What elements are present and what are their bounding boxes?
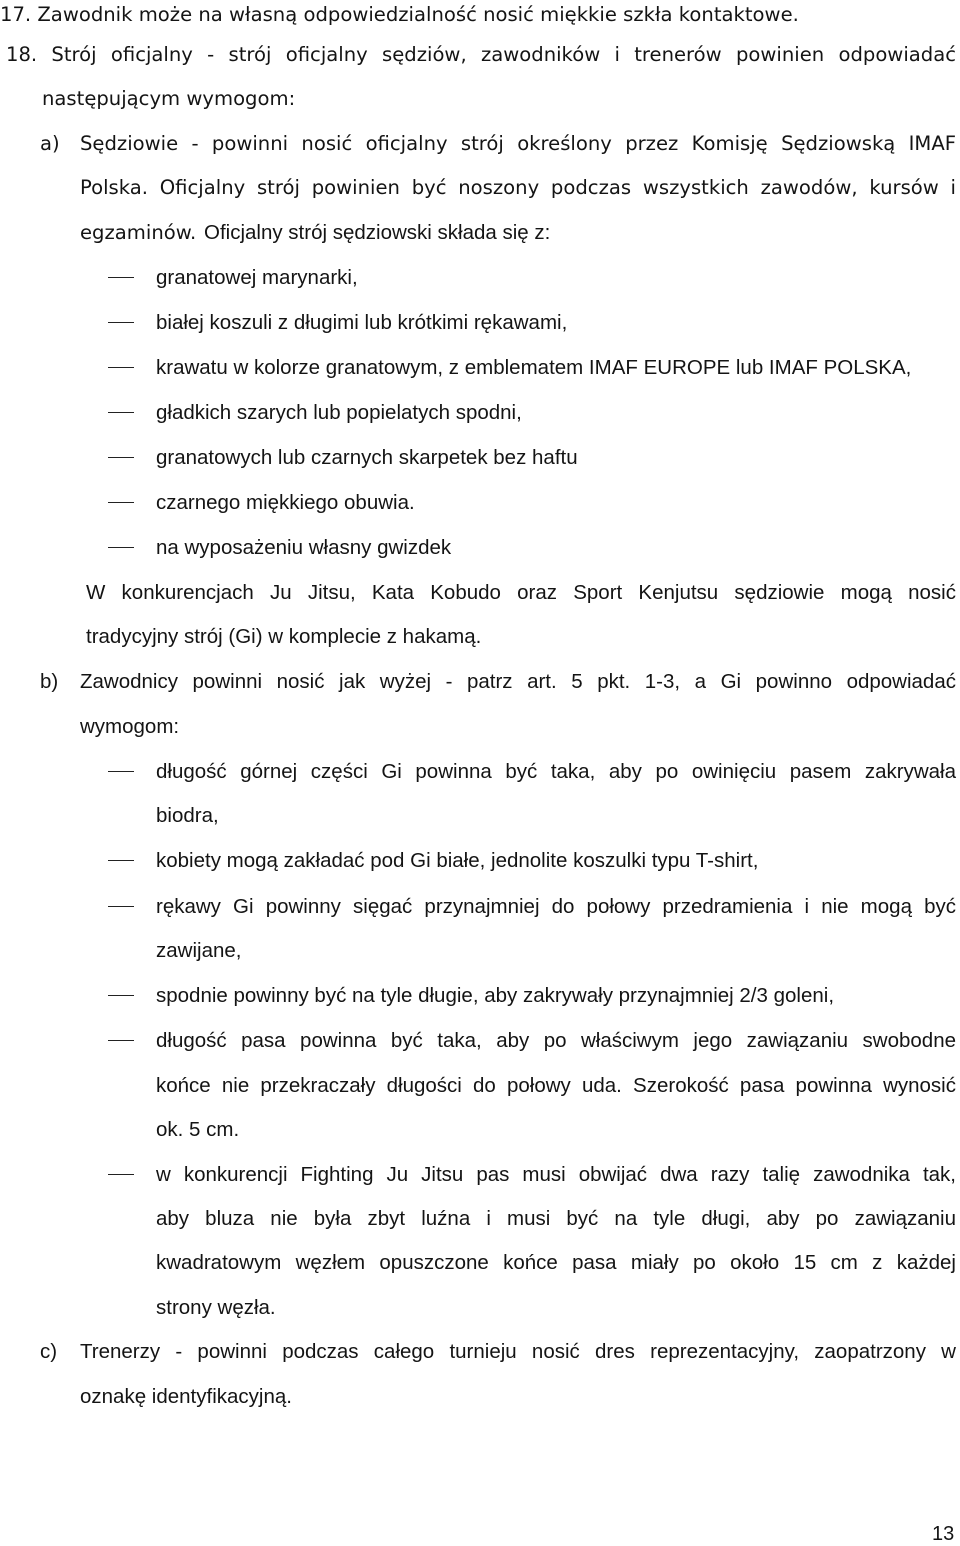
list-item: rękawy Gi powinny sięgać przynajmniej do połowy przedramienia i nie mogą być (156, 895, 956, 918)
list-dash (108, 322, 134, 323)
page-number: 13 (932, 1523, 955, 1545)
list-item: gładkich szarych lub popielatych spodni, (156, 401, 522, 424)
section-b-line-1: Zawodnicy powinni nosić jak wyżej - patrz art. 5 pkt. 1-3, a Gi powinno odpowiadać (80, 670, 956, 693)
list-dash (108, 547, 134, 548)
list-dash (108, 1040, 134, 1041)
list-item: białej koszuli z długimi lub krótkimi rękawami, (156, 311, 568, 334)
list-item-continuation: końce nie przekraczały długości do połowy uda. Szerokość pasa powinna wynosić (156, 1074, 956, 1097)
list-item: granatowych lub czarnych skarpetek bez haftu (156, 446, 578, 469)
section-a-note-line-1: W konkurencjach Ju Jitsu, Kata Kobudo oraz Sport Kenjutsu sędziowie mogą nosić (86, 581, 956, 604)
section-a-marker: a) (40, 132, 60, 155)
list-dash (108, 1174, 134, 1175)
section-c-marker: c) (40, 1340, 58, 1363)
list-item-continuation: biodra, (156, 804, 219, 827)
list-dash (108, 906, 134, 907)
item-18-line-2: następującym wymogom: (42, 87, 296, 110)
section-b-marker: b) (40, 670, 59, 693)
list-item: kobiety mogą zakładać pod Gi białe, jednolite koszulki typu T-shirt, (156, 849, 759, 872)
section-a-note-line-2: tradycyjny strój (Gi) w komplecie z hakamą. (86, 625, 482, 648)
list-item: długość górnej części Gi powinna być taka, aby po owinięciu pasem zakrywała (156, 760, 956, 783)
list-dash (108, 412, 134, 413)
section-a-line-3b: Oficjalny strój sędziowski składa się z: (204, 221, 551, 244)
list-item-continuation: zawijane, (156, 939, 242, 962)
list-dash (108, 995, 134, 996)
list-dash (108, 277, 134, 278)
list-item-continuation: ok. 5 cm. (156, 1118, 240, 1141)
item-18-line-1: 18. Strój oficjalny - strój oficjalny sędziów, zawodników i trenerów powinien odpowiadać (6, 43, 956, 66)
list-item: w konkurencji Fighting Ju Jitsu pas musi obwijać dwa razy talię zawodnika tak, (156, 1163, 956, 1186)
list-item-continuation: aby bluza nie była zbyt luźna i musi być na tyle długi, aby po zawiązaniu (156, 1207, 956, 1230)
list-item-continuation: strony węzła. (156, 1296, 276, 1319)
list-dash (108, 502, 134, 503)
list-item: długość pasa powinna być taka, aby po właściwym jego zawiązaniu swobodne (156, 1029, 956, 1052)
list-dash (108, 771, 134, 772)
list-item: krawatu w kolorze granatowym, z emblematem IMAF EUROPE lub IMAF POLSKA, (156, 356, 912, 379)
list-item: czarnego miękkiego obuwia. (156, 491, 415, 514)
list-item-continuation: kwadratowym węzłem opuszczone końce pasa miały po około 15 cm z każdej (156, 1251, 956, 1274)
list-item: na wyposażeniu własny gwizdek (156, 536, 452, 559)
list-dash (108, 860, 134, 861)
list-dash (108, 367, 134, 368)
item-17: 17. Zawodnik może na własną odpowiedzialność nosić miękkie szkła kontaktowe. (0, 3, 799, 26)
section-a-line-2: Polska. Oficjalny strój powinien być noszony podczas wszystkich zawodów, kursów i (80, 176, 956, 199)
list-item: granatowej marynarki, (156, 266, 358, 289)
list-item: spodnie powinny być na tyle długie, aby zakrywały przynajmniej 2/3 goleni, (156, 984, 835, 1007)
section-c-line-2: oznakę identyfikacyjną. (80, 1385, 292, 1408)
section-a-line-3a: egzaminów. (80, 221, 197, 244)
section-b-line-2: wymogom: (80, 715, 180, 738)
list-dash (108, 457, 134, 458)
section-c-line-1: Trenerzy - powinni podczas całego turnieju nosić dres reprezentacyjny, zaopatrzony w (80, 1340, 956, 1363)
section-a-line-1: Sędziowie - powinni nosić oficjalny strój określony przez Komisję Sędziowską IMAF (80, 132, 956, 155)
